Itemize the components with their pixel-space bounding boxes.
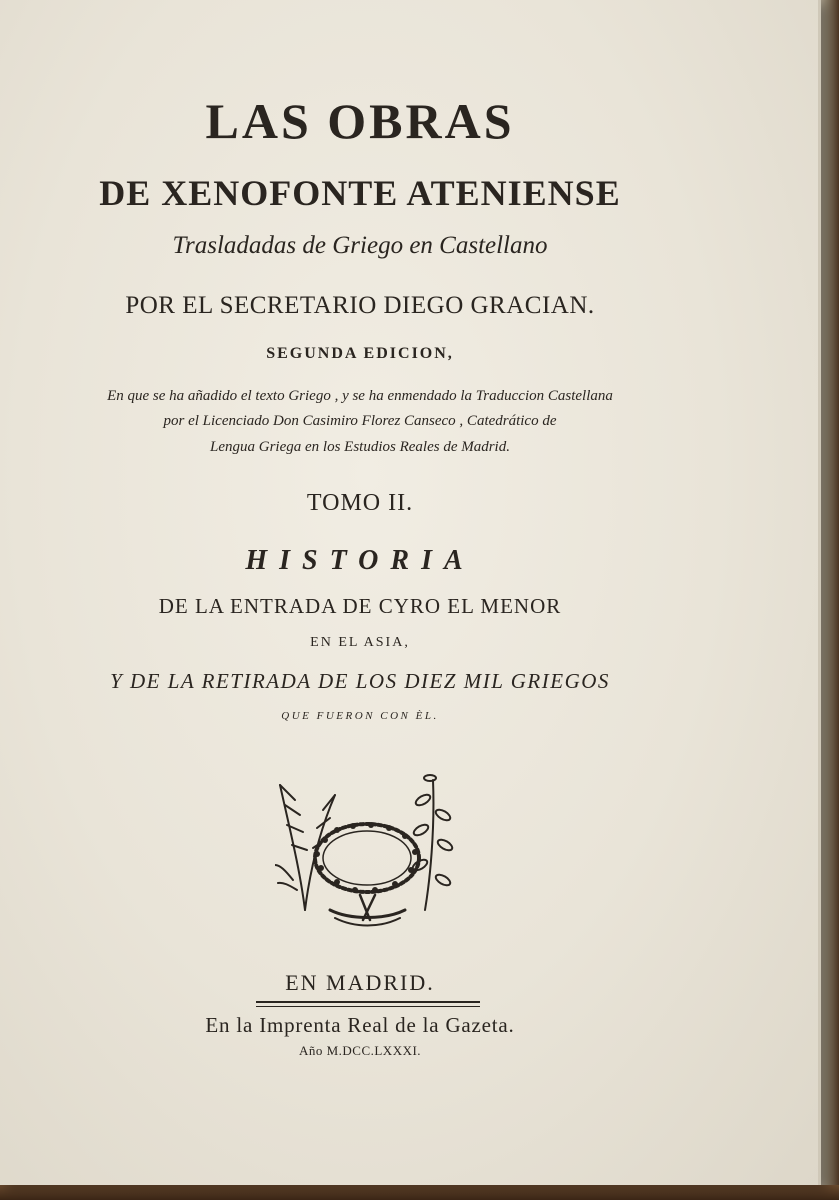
volume-subject-line-2: EN EL ASIA, [310,635,410,650]
wreath-ornament-icon [275,770,460,930]
volume-subject-line-3: Y DE LA RETIRADA DE LOS DIEZ MIL GRIEGOS [110,669,610,693]
imprint-press: En la Imprenta Real de la Gazeta. [205,1013,515,1037]
translator-line: POR EL SECRETARIO DIEGO GRACIAN. [125,292,595,319]
volume-number: TOMO II. [306,490,414,516]
edition-note-line-2: por el Licenciado Don Casimiro Florez Canseco , Catedrático de [163,413,557,429]
main-title: LAS OBRAS [205,93,515,149]
volume-subject-line-4: QUE FUERON CON ÈL. [281,710,439,722]
book-edge-right [818,0,839,1200]
edition-note-line-3: Lengua Griega en los Estudios Reales de Madrid. [210,439,510,455]
volume-heading: HISTORIA [245,545,475,576]
volume-subject-line-1: DE LA ENTRADA DE CYRO EL MENOR [158,594,562,618]
imprint-year: Año M.DCC.LXXXI. [298,1043,422,1058]
book-edge-bottom [0,1185,839,1200]
author-title: DE XENOFONTE ATENIENSE [99,173,621,213]
imprint-rule-thin [256,1006,480,1007]
translation-subtitle: Trasladadas de Griego en Castellano [172,232,548,259]
edition-note-line-1: En que se ha añadido el texto Griego , y se ha enmendado la Traduccion Castellana [107,388,613,404]
edition-label: SEGUNDA EDICION, [266,345,454,362]
imprint-rule-thick [256,1001,480,1003]
imprint-city: EN MADRID. [285,970,435,995]
